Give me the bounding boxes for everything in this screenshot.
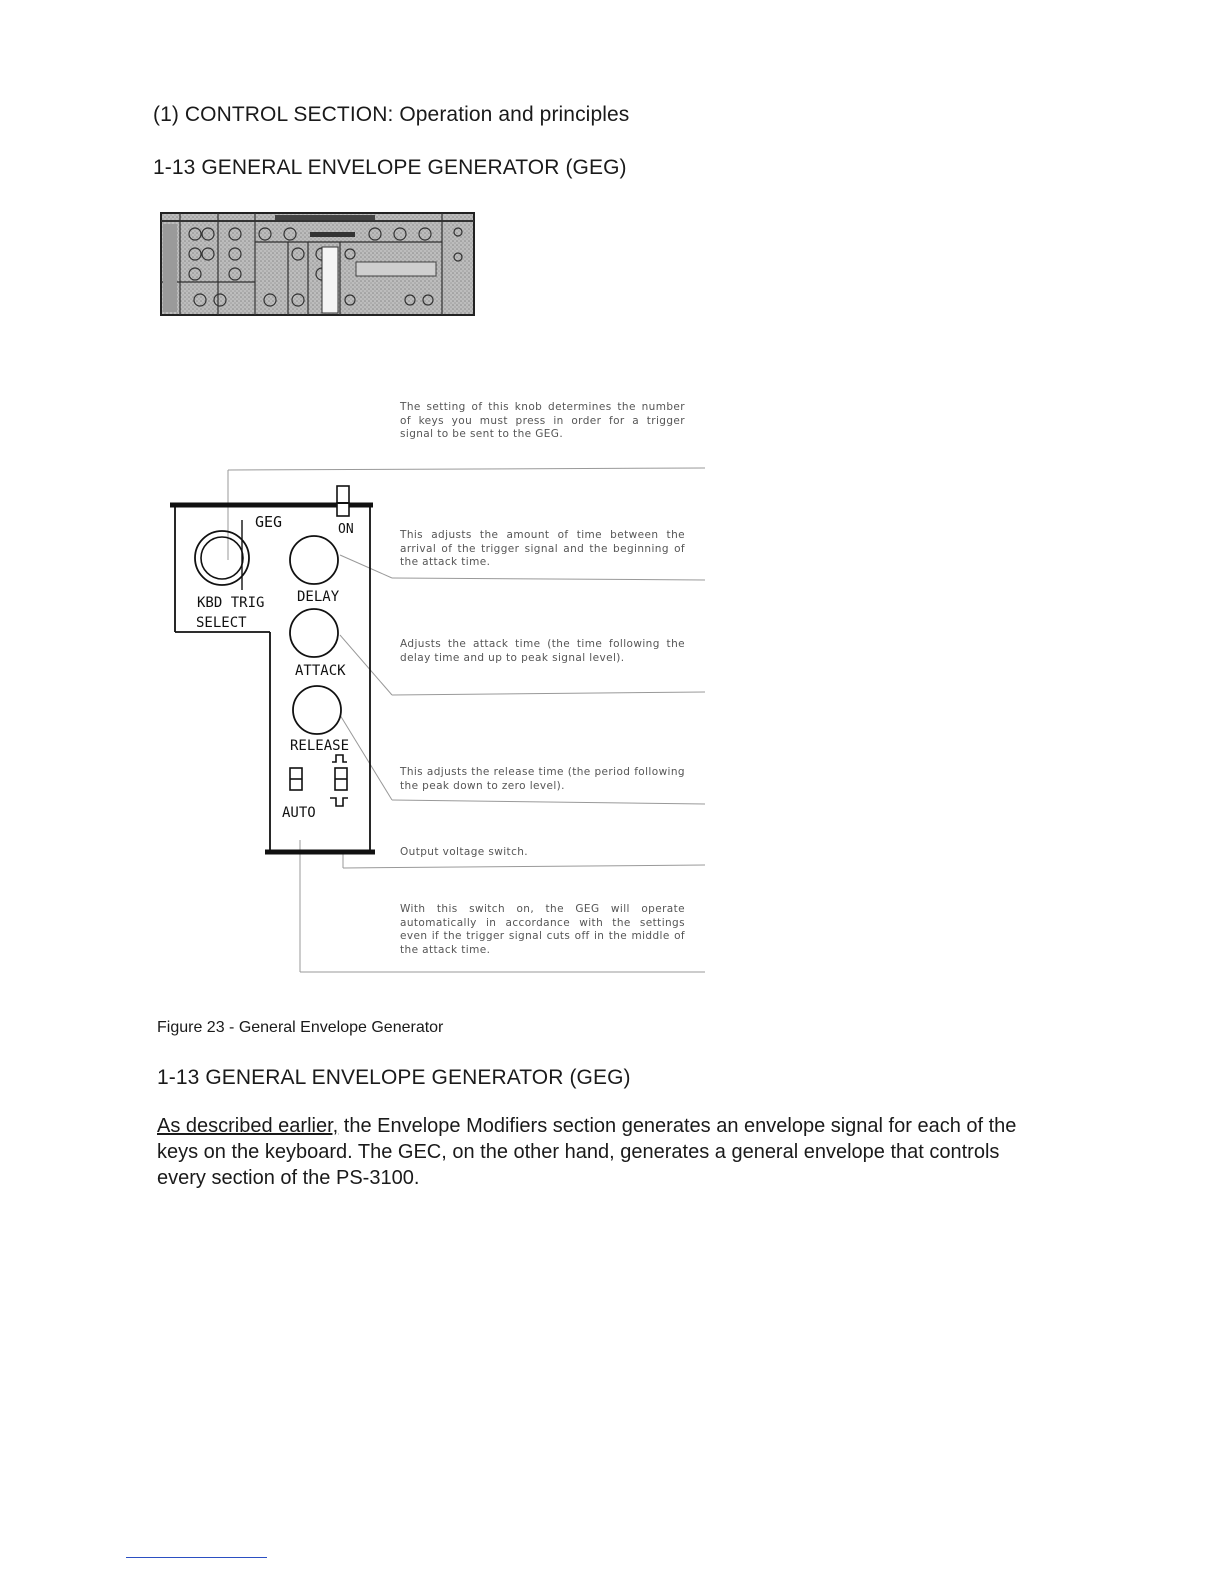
synth-panel-overview-image (160, 212, 475, 316)
attack-label: ATTACK (295, 663, 346, 679)
section-heading: (1) CONTROL SECTION: Operation and principles (153, 103, 630, 126)
kbd-trig-label: KBD TRIG (197, 595, 265, 611)
description-release: This adjusts the release time (the period following the peak down to zero level). (400, 766, 685, 792)
select-label: SELECT (196, 615, 247, 631)
description-output-switch: Output voltage switch. (400, 846, 529, 858)
figure-caption: Figure 23 - General Envelope Generator (157, 1019, 444, 1036)
on-label: ON (338, 522, 354, 537)
footnote-separator (126, 1557, 267, 1558)
subsection-heading: 1-13 GENERAL ENVELOPE GENERATOR (GEG) (153, 156, 627, 179)
description-attack: Adjusts the attack time (the time following the delay time and up to peak signal level). (400, 638, 685, 664)
geg-label: GEG (255, 513, 283, 531)
described-earlier-link[interactable]: As described earlier, (157, 1115, 339, 1137)
description-auto-switch: With this switch on, the GEG will operate automatically in accordance with the settings even if the trigger signal cuts off in the middle of the attack time. (400, 903, 685, 956)
auto-label: AUTO (282, 805, 316, 821)
section-title: 1-13 GENERAL ENVELOPE GENERATOR (GEG) (157, 1066, 631, 1089)
description-kbd-trig: The setting of this knob determines the number of keys you must press in order for a trigger signal to be sent to the GEG. (400, 401, 685, 440)
description-delay: This adjusts the amount of time between the arrival of the trigger signal and the beginning of the attack time. (400, 529, 685, 568)
delay-label: DELAY (297, 589, 340, 605)
paragraph-text: the Envelope Modifiers section generates an envelope signal for each of the keys on the keyboard. The GEC, on the other hand, generates a general envelope that controls every section of the PS-3100. (157, 1115, 1017, 1189)
release-label: RELEASE (290, 738, 350, 754)
section-paragraph (157, 1113, 1017, 1191)
